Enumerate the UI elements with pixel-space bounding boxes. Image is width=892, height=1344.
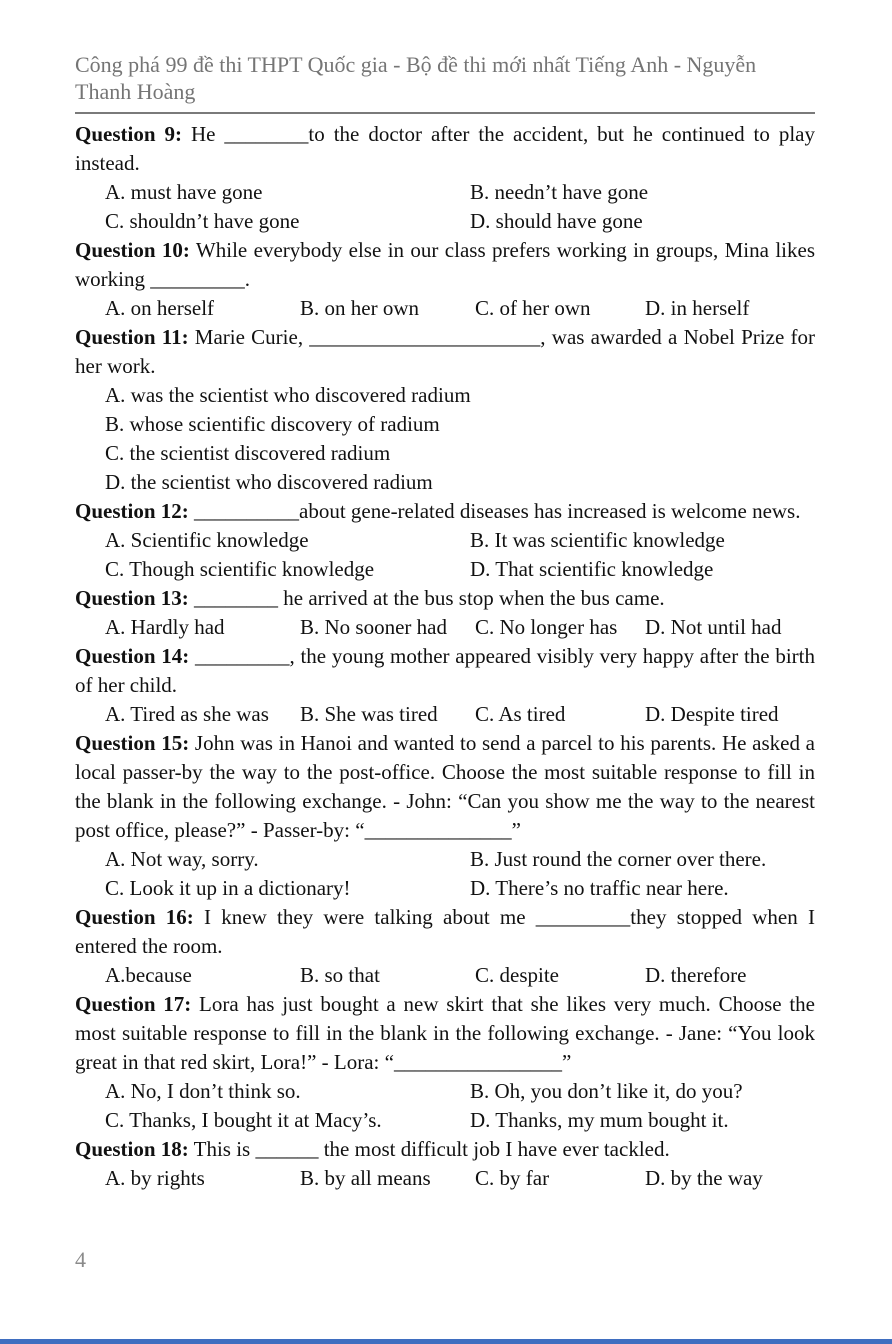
question-text xyxy=(75,990,815,1077)
page-number: 4 xyxy=(75,1247,86,1272)
option-c: C. the scientist discovered radium xyxy=(105,441,391,465)
running-header: Công phá 99 đề thi THPT Quốc gia - Bộ đề thi mới nhất Tiếng Anh - Nguyễn Thanh Hoàng xyxy=(75,52,757,104)
option-b: B. by all means xyxy=(300,1166,431,1190)
option-c: C. shouldn’t have gone xyxy=(105,209,300,233)
option-b: B. whose scientific discovery of radium xyxy=(105,412,440,436)
question-options xyxy=(75,1164,815,1193)
question-block xyxy=(75,236,815,323)
question-options xyxy=(75,1077,815,1135)
question-label: Question 13: xyxy=(75,586,189,610)
questions-list xyxy=(75,120,815,1193)
question-body: I knew they were talking about me _________they stopped when I entered the room. xyxy=(75,905,815,958)
question-label: Question 14: xyxy=(75,644,190,668)
option-c: C. of her own xyxy=(475,296,591,320)
question-text xyxy=(75,903,815,961)
option-c: C. Look it up in a dictionary! xyxy=(105,876,351,900)
question-text xyxy=(75,1135,815,1164)
question-options xyxy=(75,613,815,642)
question-options xyxy=(75,526,815,584)
option-a: A. by rights xyxy=(105,1166,205,1190)
question-options xyxy=(75,700,815,729)
question-body: John was in Hanoi and wanted to send a parcel to his parents. He asked a local passer-by the way to the post-office. Choose the most suitable response to fill in the blank in the following exchange. - John: “Can you show me the way to the nearest post office, please?” - Passer-by: “______________” xyxy=(75,731,815,842)
question-body: This is ______ the most difficult job I have ever tackled. xyxy=(188,1137,670,1161)
option-a: A. on herself xyxy=(105,296,215,320)
question-body: While everybody else in our class prefers working in groups, Mina likes working _________. xyxy=(75,238,815,291)
option-d: D. should have gone xyxy=(470,209,643,233)
option-b: B. It was scientific knowledge xyxy=(470,528,725,552)
question-text xyxy=(75,584,815,613)
option-c: C. As tired xyxy=(475,702,566,726)
question-label: Question 16: xyxy=(75,905,194,929)
question-body: Lora has just bought a new skirt that she likes very much. Choose the most suitable response to fill in the blank in the following exchange. - Jane: “You look great in that red skirt, Lora!” - Lora: “________________” xyxy=(75,992,815,1074)
bottom-accent-bar xyxy=(0,1339,892,1344)
question-options xyxy=(75,845,815,903)
question-options xyxy=(75,381,815,497)
option-a: A. Not way, sorry. xyxy=(105,847,259,871)
question-body: _________, the young mother appeared visibly very happy after the birth of her child. xyxy=(75,644,815,697)
question-text xyxy=(75,729,815,845)
question-block xyxy=(75,1135,815,1193)
option-d: D. There’s no traffic near here. xyxy=(470,876,729,900)
question-text xyxy=(75,236,815,294)
question-block xyxy=(75,323,815,497)
option-d: D. by the way xyxy=(645,1166,763,1190)
question-options xyxy=(75,294,815,323)
option-c: C. No longer has xyxy=(475,615,618,639)
question-block xyxy=(75,729,815,903)
question-body: __________about gene-related diseases has increased is welcome news. xyxy=(188,499,801,523)
option-a: A. Tired as she was xyxy=(105,702,269,726)
question-block xyxy=(75,120,815,236)
option-a: A. Hardly had xyxy=(105,615,225,639)
question-text xyxy=(75,642,815,700)
question-text xyxy=(75,120,815,178)
question-body: ________ he arrived at the bus stop when the bus came. xyxy=(188,586,665,610)
option-c: C. despite xyxy=(475,963,559,987)
option-a: A. No, I don’t think so. xyxy=(105,1079,301,1103)
question-block xyxy=(75,642,815,729)
option-b: B. She was tired xyxy=(300,702,438,726)
question-label: Question 9: xyxy=(75,122,182,146)
option-a: A. was the scientist who discovered radium xyxy=(105,383,471,407)
option-b: B. needn’t have gone xyxy=(470,180,649,204)
question-body: Marie Curie, ______________________, was awarded a Nobel Prize for her work. xyxy=(75,325,815,378)
question-label: Question 12: xyxy=(75,499,189,523)
option-c: C. Though scientific knowledge xyxy=(105,557,375,581)
option-d: D. Despite tired xyxy=(645,702,779,726)
question-body: He ________to the doctor after the accident, but he continued to play instead. xyxy=(75,122,815,175)
option-c: C. Thanks, I bought it at Macy’s. xyxy=(105,1108,382,1132)
option-b: B. on her own xyxy=(300,296,419,320)
question-block xyxy=(75,990,815,1135)
question-label: Question 11: xyxy=(75,325,189,349)
option-a: A. must have gone xyxy=(105,180,263,204)
question-options xyxy=(75,178,815,236)
option-d: D. That scientific knowledge xyxy=(470,557,714,581)
option-d: D. the scientist who discovered radium xyxy=(105,470,433,494)
option-c: C. by far xyxy=(475,1166,550,1190)
option-d: D. Thanks, my mum bought it. xyxy=(470,1108,729,1132)
question-label: Question 10: xyxy=(75,238,190,262)
question-block xyxy=(75,903,815,990)
option-b: B. No sooner had xyxy=(300,615,447,639)
option-b: B. Just round the corner over there. xyxy=(470,847,767,871)
option-d: D. therefore xyxy=(645,963,747,987)
header-rule xyxy=(75,112,815,114)
option-d: D. in herself xyxy=(645,296,750,320)
option-b: B. so that xyxy=(300,963,380,987)
question-label: Question 17: xyxy=(75,992,192,1016)
option-b: B. Oh, you don’t like it, do you? xyxy=(470,1079,743,1103)
option-d: D. Not until had xyxy=(645,615,782,639)
question-block xyxy=(75,584,815,642)
question-label: Question 15: xyxy=(75,731,190,755)
option-a: A. Scientific knowledge xyxy=(105,528,309,552)
option-a: A.because xyxy=(105,963,192,987)
question-block xyxy=(75,497,815,584)
question-text xyxy=(75,323,815,381)
question-options xyxy=(75,961,815,990)
question-text xyxy=(75,497,815,526)
question-label: Question 18: xyxy=(75,1137,189,1161)
